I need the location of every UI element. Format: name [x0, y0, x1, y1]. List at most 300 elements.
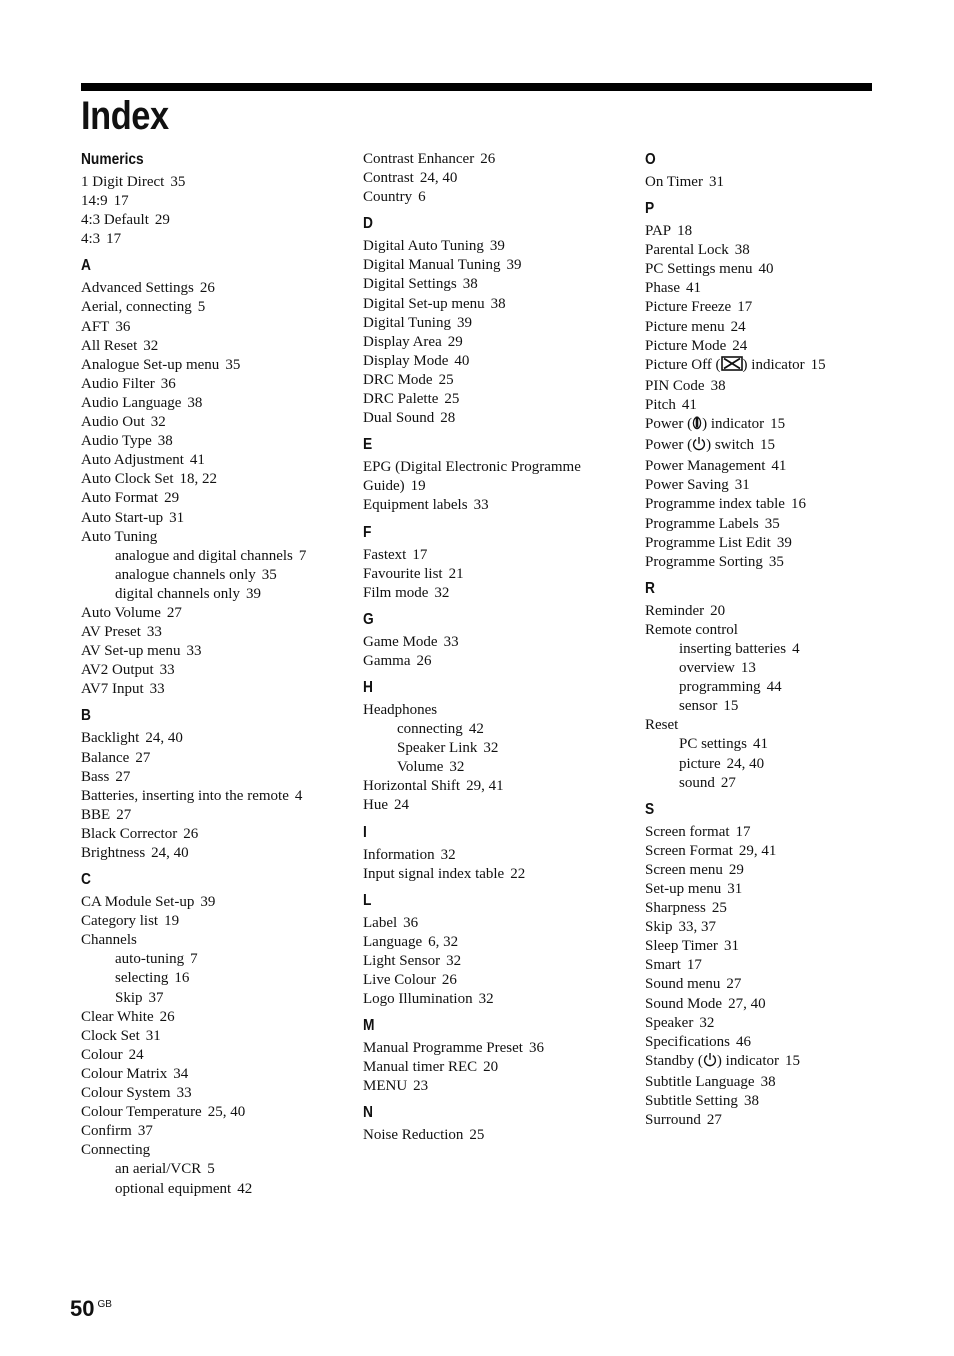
- index-subentry: [81, 950, 346, 969]
- index-entry: [81, 509, 346, 528]
- index-entry: [363, 846, 628, 865]
- index-entry: [645, 1111, 910, 1130]
- index-entry: [363, 914, 628, 933]
- entry-pages: 31: [169, 509, 185, 526]
- index-entry: [645, 956, 910, 975]
- entry-term: Reminder: [645, 602, 705, 619]
- entry-term: Connecting: [81, 1142, 151, 1159]
- entry-term: Skip: [645, 919, 673, 936]
- entry-term: Subtitle Setting: [645, 1093, 738, 1110]
- section-heading: B: [81, 707, 91, 725]
- entry-term: Picture menu: [645, 318, 725, 335]
- index-entry: [81, 211, 346, 230]
- section-heading: Numerics: [81, 151, 144, 168]
- section-heading: G: [363, 610, 374, 628]
- entry-pages: 29: [164, 490, 180, 507]
- index-entry: [81, 432, 346, 451]
- section-heading: R: [645, 579, 655, 597]
- entry-term: Parental Lock: [645, 242, 729, 259]
- index-entry: [81, 768, 346, 787]
- index-subentry: [645, 735, 910, 754]
- power-icon: [703, 1052, 717, 1073]
- entry-term: Set-up menu: [645, 881, 722, 897]
- entry-pages: 17: [106, 231, 122, 248]
- power-indicator-icon: [692, 415, 702, 436]
- index-entry: [645, 1073, 910, 1092]
- entry-term: analogue and digital channels: [115, 547, 293, 564]
- entry-term: AV Set-up menu: [81, 643, 181, 660]
- entry-pages: 35: [261, 566, 277, 583]
- section-heading: D: [363, 215, 373, 233]
- entry-term: Display Mode: [363, 352, 449, 369]
- entry-term: Gamma: [363, 652, 411, 669]
- section-heading: E: [363, 436, 373, 454]
- index-entry: [645, 553, 910, 572]
- entry-pages: 44: [766, 679, 782, 696]
- entry-pages: 27: [115, 768, 131, 785]
- index-entry: [81, 230, 346, 249]
- index-section: [363, 610, 628, 671]
- power-icon: [692, 436, 706, 457]
- entry-pages: 32: [440, 846, 456, 863]
- entry-term: 14:9: [81, 193, 108, 210]
- entry-term: Black Corrector: [81, 825, 178, 842]
- index-subentry: [363, 720, 628, 739]
- entry-term: On Timer: [645, 174, 703, 190]
- entry-term: Surround: [645, 1112, 701, 1129]
- index-entry: [81, 825, 346, 844]
- entry-pages: 38: [462, 276, 478, 293]
- index-entry: [363, 777, 628, 796]
- entry-term: Power Saving: [645, 477, 729, 494]
- entry-pages: 34: [173, 1065, 189, 1082]
- index-entry: [645, 937, 910, 956]
- section-heading: S: [645, 800, 655, 818]
- entry-term: Programme List Edit: [645, 534, 771, 551]
- index-entry: [645, 318, 910, 337]
- entry-term: Clock Set: [81, 1027, 140, 1044]
- entry-pages: 39: [506, 257, 522, 274]
- entry-pages: 36: [115, 318, 131, 335]
- index-subentry: [645, 659, 910, 678]
- entry-term: Favourite list: [363, 565, 443, 582]
- entry-pages: 26: [441, 972, 457, 988]
- index-entry: [81, 413, 346, 432]
- index-section: [363, 1103, 628, 1145]
- entry-term: Contrast: [363, 170, 414, 187]
- index-entry: [81, 729, 346, 748]
- entry-term: Colour System: [81, 1085, 171, 1102]
- entry-pages: 38: [743, 1093, 759, 1110]
- index-entry: [81, 912, 346, 931]
- index-section: [645, 150, 910, 192]
- entry-term: Logo Illumination: [363, 991, 473, 1008]
- entry-pages: 32: [143, 337, 159, 354]
- entry-pages: 35: [764, 515, 780, 532]
- index-entry: [363, 565, 628, 584]
- entry-pages: 32: [150, 414, 166, 431]
- entry-pages: 35: [170, 174, 186, 190]
- index-entry: [645, 415, 910, 436]
- index-column-3: [645, 150, 910, 1137]
- entry-term: Digital Settings: [363, 276, 457, 293]
- index-entry: [81, 451, 346, 470]
- index-entry: [645, 975, 910, 994]
- index-subentry: [645, 755, 910, 774]
- title-rule: [81, 83, 872, 91]
- index-entry: [363, 633, 628, 652]
- entry-pages: 39: [776, 534, 792, 551]
- entry-term: analogue channels only: [115, 566, 256, 583]
- index-entry: [81, 528, 346, 547]
- entry-pages: 38: [157, 433, 173, 450]
- entry-term: Confirm: [81, 1123, 132, 1140]
- index-entry: [645, 515, 910, 534]
- index-entry: [363, 546, 628, 565]
- entry-term: Remote control: [645, 621, 738, 638]
- index-entry: [645, 823, 910, 842]
- entry-term: Colour: [81, 1046, 123, 1063]
- entry-term-suffix: ) switch: [706, 437, 754, 454]
- entry-pages: 13: [740, 660, 756, 677]
- page-footer: [70, 1296, 112, 1322]
- index-entry: [363, 333, 628, 352]
- entry-pages: 40: [454, 352, 470, 369]
- index-section: [645, 199, 910, 572]
- entry-pages: 27: [166, 604, 182, 621]
- index-section: [81, 256, 346, 699]
- entry-pages: 46: [735, 1033, 751, 1050]
- entry-pages: 19: [164, 913, 180, 930]
- entry-term: Input signal index table: [363, 865, 505, 882]
- entry-pages: 18, 22: [179, 471, 217, 488]
- index-entry: [645, 1014, 910, 1033]
- entry-pages: 29: [447, 333, 463, 350]
- section-heading: F: [363, 523, 372, 541]
- entry-pages: 25: [469, 1127, 485, 1144]
- entry-term: Auto Volume: [81, 604, 161, 621]
- index-entry: [363, 1058, 628, 1077]
- picture-off-icon: [721, 356, 743, 377]
- index-entry: [363, 352, 628, 371]
- entry-term: PIN Code: [645, 377, 705, 394]
- entry-term: optional equipment: [115, 1180, 232, 1197]
- entry-term: EPG (Digital Electronic Programme Guide): [363, 459, 581, 495]
- entry-term: Live Colour: [363, 972, 436, 988]
- entry-pages: 36: [160, 375, 176, 392]
- entry-pages: 33: [186, 643, 202, 660]
- entry-pages: 29: [154, 212, 170, 229]
- index-subentry: [81, 585, 346, 604]
- entry-pages: 39: [245, 585, 261, 602]
- entry-pages: 27: [726, 976, 742, 993]
- entry-term: Digital Auto Tuning: [363, 238, 484, 255]
- index-entry: [81, 1141, 346, 1160]
- entry-term: Country: [363, 189, 413, 206]
- entry-term: DRC Palette: [363, 391, 439, 408]
- index-entry: [363, 865, 628, 884]
- entry-term: PC settings: [679, 736, 747, 753]
- index-entry: [363, 1039, 628, 1058]
- entry-pages: 17: [412, 546, 428, 563]
- entry-pages: 25: [438, 371, 454, 388]
- entry-term: picture: [679, 755, 721, 772]
- index-entry: [81, 749, 346, 768]
- entry-term: Phase: [645, 280, 680, 297]
- index-section: [363, 1016, 628, 1096]
- entry-pages: 19: [410, 478, 426, 495]
- entry-term: Channels: [81, 932, 137, 949]
- entry-term: Specifications: [645, 1033, 730, 1050]
- entry-pages: 7: [190, 951, 198, 968]
- index-entry: [363, 1126, 628, 1145]
- entry-pages: 41: [686, 280, 701, 297]
- entry-term: Clear White: [81, 1008, 154, 1025]
- entry-term: Noise Reduction: [363, 1127, 464, 1144]
- index-column-1: [81, 150, 346, 1206]
- entry-term: 1 Digit Direct: [81, 174, 165, 190]
- section-heading: C: [81, 871, 91, 889]
- entry-pages: 27: [116, 806, 132, 823]
- page-title: Index: [81, 94, 169, 138]
- entry-term: Information: [363, 846, 435, 863]
- index-entry: [81, 279, 346, 298]
- entry-pages: 41: [189, 452, 205, 469]
- entry-pages: 24, 40: [726, 755, 765, 772]
- section-heading: N: [363, 1104, 373, 1122]
- entry-pages: 25: [444, 391, 460, 408]
- entry-pages: 41: [681, 396, 697, 413]
- entry-pages: 24, 40: [419, 170, 458, 187]
- entry-pages: 39: [456, 314, 472, 331]
- entry-pages: 32: [483, 740, 499, 757]
- index-entry: [81, 489, 346, 508]
- entry-term: Light Sensor: [363, 952, 441, 969]
- entry-term: Screen format: [645, 823, 730, 840]
- index-entry: [81, 356, 346, 375]
- entry-pages: 24, 40: [151, 845, 189, 861]
- entry-term: Bass: [81, 768, 110, 785]
- entry-term: All Reset: [81, 337, 138, 354]
- entry-term: Sharpness: [645, 900, 706, 917]
- entry-term: Audio Type: [81, 433, 152, 450]
- entry-term: Hue: [363, 797, 388, 814]
- entry-pages: 31: [727, 881, 743, 897]
- entry-pages: 15: [770, 416, 786, 433]
- index-entry: [363, 256, 628, 275]
- entry-pages: 20: [483, 1059, 499, 1076]
- entry-pages: 22: [510, 865, 526, 882]
- entry-term: Backlight: [81, 730, 140, 747]
- entry-term: Power (: [645, 437, 693, 454]
- entry-term: Auto Tuning: [81, 528, 158, 545]
- entry-term: Headphones: [363, 701, 438, 718]
- page-language-code: GB: [97, 1299, 112, 1310]
- section-heading: P: [645, 200, 655, 218]
- entry-term: PC Settings menu: [645, 261, 753, 278]
- section-heading: L: [363, 891, 372, 909]
- entry-pages: 29, 41: [738, 842, 777, 859]
- entry-pages: 39: [489, 238, 505, 255]
- entry-term-suffix: ) indicator: [716, 1052, 779, 1069]
- entry-term-suffix: ) indicator: [742, 356, 805, 373]
- entry-pages: 41: [771, 458, 787, 475]
- index-entry: [81, 1084, 346, 1103]
- entry-term: Batteries, inserting into the remote: [81, 787, 289, 804]
- entry-pages: 17: [737, 299, 753, 316]
- entry-pages: 4: [792, 640, 800, 657]
- entry-pages: 17: [686, 957, 702, 974]
- index-entry: [645, 436, 910, 457]
- entry-term: Contrast Enhancer: [363, 151, 475, 167]
- entry-pages: 35: [225, 356, 241, 373]
- entry-term: Dual Sound: [363, 410, 435, 427]
- index-entry: [363, 237, 628, 256]
- index-entry: [645, 918, 910, 937]
- index-entry: [81, 661, 346, 680]
- index-entry: [363, 295, 628, 314]
- entry-pages: 15: [760, 437, 775, 454]
- entry-term: Fastext: [363, 546, 407, 563]
- index-entry: [645, 298, 910, 317]
- entry-pages: 32: [446, 952, 462, 969]
- entry-term: Audio Filter: [81, 375, 155, 392]
- index-entry: [363, 584, 628, 603]
- entry-pages: 42: [237, 1180, 253, 1197]
- entry-term: Subtitle Language: [645, 1073, 755, 1090]
- entry-pages: 38: [734, 242, 750, 259]
- entry-pages: 26: [183, 825, 199, 842]
- entry-pages: 42: [468, 721, 484, 738]
- index-entry: [81, 298, 346, 317]
- index-entry: [81, 787, 346, 806]
- entry-term: Auto Adjustment: [81, 452, 184, 469]
- entry-term: AV Preset: [81, 624, 141, 641]
- index-entry: [645, 716, 910, 735]
- entry-pages: 31: [708, 174, 724, 190]
- index-entry: [645, 1052, 910, 1073]
- entry-term: selecting: [115, 970, 169, 987]
- entry-pages: 25, 40: [207, 1104, 246, 1121]
- section-heading: I: [363, 823, 367, 841]
- entry-term: Skip: [115, 989, 143, 1006]
- entry-pages: 32: [699, 1014, 715, 1031]
- entry-pages: 38: [490, 295, 506, 312]
- index-section: [81, 150, 346, 249]
- entry-pages: 33: [443, 633, 459, 650]
- index-section: [363, 435, 628, 515]
- entry-term: PAP: [645, 223, 672, 240]
- entry-term: Sleep Timer: [645, 938, 718, 955]
- index-entry: [363, 652, 628, 671]
- index-entry: [363, 496, 628, 515]
- entry-term: Aerial, connecting: [81, 299, 192, 316]
- entry-pages: 29: [728, 861, 744, 878]
- entry-term: Digital Tuning: [363, 314, 451, 331]
- entry-term: Audio Language: [81, 394, 182, 411]
- entry-pages: 33: [149, 681, 165, 698]
- entry-pages: 29, 41: [466, 778, 504, 795]
- index-entry: [81, 1122, 346, 1141]
- index-section: [645, 579, 910, 793]
- entry-term: 4:3: [81, 231, 101, 248]
- entry-pages: 32: [478, 991, 494, 1008]
- index-entry: [645, 222, 910, 241]
- index-entry: [81, 1027, 346, 1046]
- entry-pages: 27: [706, 1112, 722, 1129]
- index-entry: [645, 457, 910, 476]
- entry-term: Speaker: [645, 1014, 694, 1031]
- index-entry: [81, 893, 346, 912]
- entry-term: Smart: [645, 957, 681, 974]
- entry-pages: 21: [448, 565, 464, 582]
- entry-pages: 25: [711, 900, 727, 917]
- entry-term: Programme Labels: [645, 515, 759, 532]
- entry-pages: 31: [723, 938, 739, 955]
- entry-term: Analogue Set-up menu: [81, 356, 220, 373]
- entry-term: Sound menu: [645, 976, 721, 993]
- entry-pages: 26: [199, 280, 215, 297]
- index-entry: [645, 337, 910, 356]
- index-entry: [81, 173, 346, 192]
- index-entry: [645, 842, 910, 861]
- entry-term: MENU: [363, 1078, 408, 1095]
- entry-term: Audio Out: [81, 414, 145, 431]
- index-entry: [363, 458, 603, 496]
- index-entry: [363, 796, 628, 815]
- index-section: [645, 800, 910, 1131]
- entry-term: BBE: [81, 806, 111, 823]
- index-entry: [363, 701, 628, 720]
- index-entry: [363, 990, 628, 1009]
- index-section: [363, 150, 628, 207]
- entry-term: Category list: [81, 913, 159, 930]
- entry-pages: 20: [710, 602, 726, 619]
- index-entry: [645, 356, 910, 377]
- entry-pages: 16: [790, 496, 806, 513]
- entry-pages: 36: [403, 914, 419, 931]
- index-entry: [81, 844, 346, 863]
- entry-term: Speaker Link: [397, 740, 478, 757]
- entry-pages: 6, 32: [428, 933, 459, 950]
- section-heading: O: [645, 151, 656, 168]
- entry-term: Brightness: [81, 845, 146, 861]
- index-entry: [645, 1033, 910, 1052]
- entry-pages: 31: [145, 1027, 161, 1044]
- index-entry: [645, 880, 910, 899]
- entry-term: Display Area: [363, 333, 442, 350]
- entry-term-suffix: ) indicator: [702, 416, 765, 433]
- index-section: [363, 891, 628, 1009]
- index-entry: [81, 680, 346, 699]
- index-entry: [645, 534, 910, 553]
- entry-term: Volume: [397, 759, 444, 776]
- entry-pages: 37: [137, 1123, 153, 1140]
- index-entry: [363, 409, 628, 428]
- index-subentry: [81, 989, 346, 1008]
- index-entry: [645, 495, 910, 514]
- index-column-2: [363, 150, 628, 1153]
- index-entry: [81, 318, 346, 337]
- entry-pages: 17: [735, 823, 751, 840]
- entry-pages: 4: [294, 787, 303, 804]
- entry-term: Horizontal Shift: [363, 778, 461, 795]
- entry-pages: 15: [723, 698, 739, 715]
- entry-pages: 27: [135, 749, 151, 766]
- entry-term: connecting: [397, 721, 463, 738]
- entry-term: Standby (: [645, 1052, 703, 1069]
- entry-term: Screen menu: [645, 861, 723, 878]
